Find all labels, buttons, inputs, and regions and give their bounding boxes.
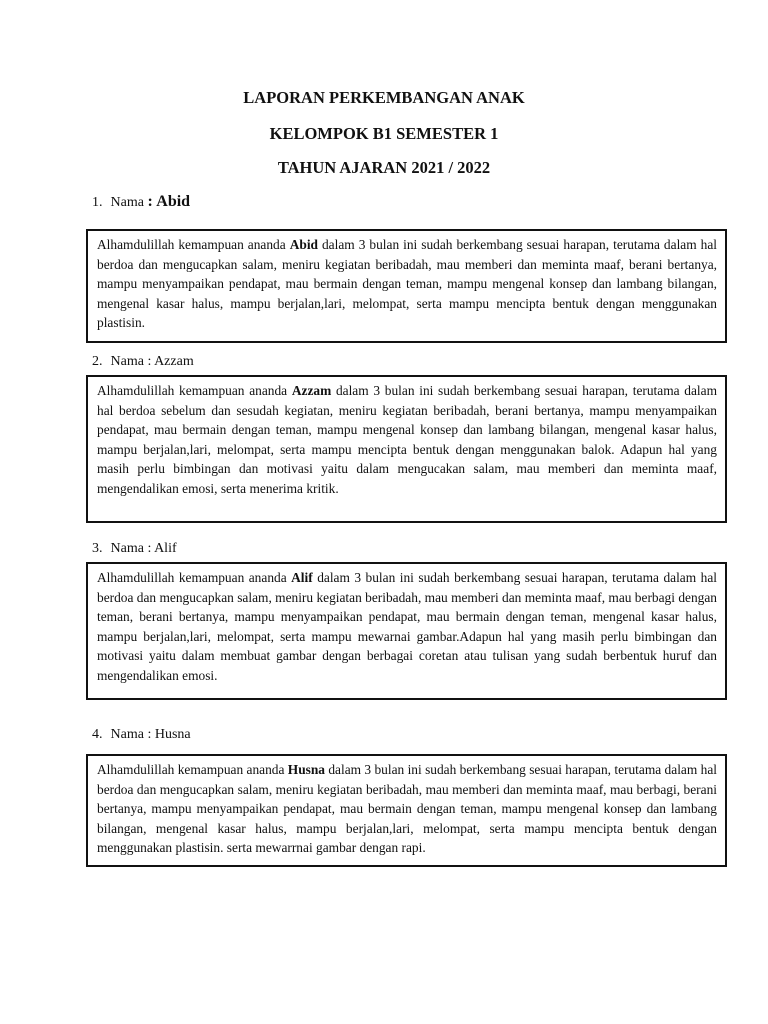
student-name-line-2 [92, 353, 194, 371]
class-semester-title: KELOMPOK B1 SEMESTER 1 [269, 124, 499, 143]
student-number: 4. [92, 727, 103, 742]
report-student-name: Husna [287, 762, 325, 777]
student-name-line-3 [92, 540, 177, 558]
report-student-name: Abid [289, 237, 318, 252]
student-name-line-4 [92, 726, 191, 744]
report-text-start: Alhamdulillah kemampuan ananda [97, 383, 292, 398]
name-separator: : [147, 354, 152, 369]
name-separator: : [147, 541, 152, 556]
student-name: Alif [154, 541, 177, 556]
student-name: Husna [154, 727, 191, 742]
student-number: 3. [92, 541, 103, 556]
name-label: Nama [110, 195, 144, 210]
student-name: Abid [156, 193, 191, 210]
report-box-4 [86, 754, 727, 867]
report-student-name: Azzam [291, 383, 332, 398]
report-text-rest: dalam 3 bulan ini sudah berkembang sesuai harapan, terutama dalam hal berdoa dan mengucapkan salam, meniru kegiatan beribadah, mau memberi dan meminta maaf, berani bertanya, mampu menyampaikan pendapat, mau bermain dengan teman, mampu mengenal konsep dan lambang bilangan, mengenal kasar halus, mampu berjalan,lari, melompat, serta mampu mencipta bentuk dengan menggunakan plastisin. [97, 237, 717, 331]
student-name: Azzam [154, 354, 194, 369]
report-text-rest: dalam 3 bulan ini sudah berkembang sesuai harapan, terutama dalam hal berdoa dan mengucapkan salam, meniru kegiatan beribadah, mau memberi dan meminta maaf, mau berbagi, berani bertanya, mampu menyampaikan pendapat, mau bermain dengan teman, mampu mengenal konsep dan lambang bilangan, mengenal kasar halus, mampu berjalan,lari, melompat, serta mampu mencipta bentuk dengan menggunakan plastisin. serta mewarrnai gambar dengan rapi. [97, 762, 717, 856]
student-number: 1. [92, 195, 103, 210]
report-title: LAPORAN PERKEMBANGAN ANAK [243, 88, 525, 107]
report-box-1 [86, 229, 727, 343]
report-box-2 [86, 375, 727, 523]
name-label: Nama [110, 727, 144, 742]
name-label: Nama [110, 354, 144, 369]
report-box-3 [86, 562, 727, 700]
report-text-rest: dalam 3 bulan ini sudah berkembang sesuai harapan, terutama dalam hal berdoa sebelum dan sesudah kegiatan, meniru kegiatan beribadah, berani bertanya, mampu menyampaikan pendapat, mau bermain dengan teman, mampu mengenal konsep dan lambang bilangan, mengenal kasar halus, mampu berjalan,lari, melompat, serta mampu mencipta bentuk dengan menggunakan balok. Adapun hal yang masih perlu bimbingan dan motivasi yaitu dalam mengucakan salam, mau memberi dan meminta maaf, mengendalikan emosi, serta menerima kritik. [97, 383, 717, 496]
report-text-start: Alhamdulillah kemampuan ananda [97, 570, 292, 585]
report-text-start: Alhamdulillah kemampuan ananda [97, 237, 290, 252]
report-text-start: Alhamdulillah kemampuan ananda [97, 762, 288, 777]
name-separator: : [147, 193, 153, 210]
report-student-name: Alif [291, 570, 313, 585]
student-name-line-1 [92, 193, 190, 212]
name-label: Nama [110, 541, 144, 556]
name-separator: : [147, 727, 152, 742]
school-year-title: TAHUN AJARAN 2021 / 2022 [277, 158, 491, 177]
student-number: 2. [92, 354, 103, 369]
report-text-rest: dalam 3 bulan ini sudah berkembang sesuai harapan, terutama dalam hal berdoa dan mengucapkan salam, meniru kegiatan beribadah, mau memberi dan meminta maaf, mau berbagi dengan teman, berani bertanya, mampu menyampaikan pendapat, mau bermain dengan teman, mengenal kasar halus, mampu berjalan,lari, melompat, serta mampu mewarnai gambar.Adapun hal yang masih perlu bimbingan dan motivasi yaitu dalam membuat gambar dengan berbagai coretan atau tulisan yang sudah berbentuk huruf dan mengendalikan emosi. [97, 570, 717, 683]
